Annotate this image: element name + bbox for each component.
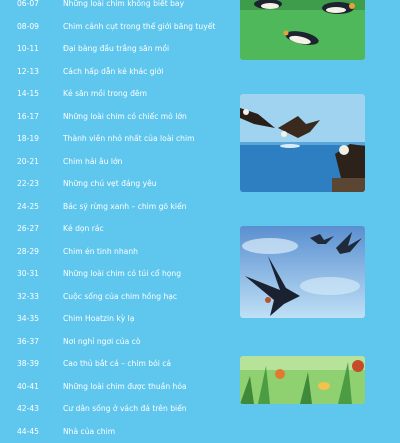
toc-page-range: 20-21 — [10, 151, 46, 174]
toc-page-range: 36-37 — [10, 331, 46, 354]
toc-entry[interactable] — [0, 263, 235, 286]
toc-page-range: 14-15 — [10, 83, 46, 106]
toc-entry[interactable] — [0, 331, 235, 354]
toc-entry-title: Những loài chim được thuần hóa — [63, 376, 187, 399]
toc-entry[interactable] — [0, 83, 235, 106]
toc-entry[interactable] — [0, 421, 235, 443]
toc-entry[interactable] — [0, 106, 235, 129]
toc-entry[interactable] — [0, 218, 235, 241]
toc-page-range: 28-29 — [10, 241, 46, 264]
toc-entry-title: Chim én tinh nhanh — [63, 241, 138, 264]
toc-page-range: 40-41 — [10, 376, 46, 399]
toc-page-range: 06-07 — [10, 0, 46, 16]
toc-page-range: 32-33 — [10, 286, 46, 309]
toc-entry[interactable] — [0, 151, 235, 174]
toc-entry[interactable] — [0, 308, 235, 331]
toc-page-range: 42-43 — [10, 398, 46, 421]
toc-page-range: 34-35 — [10, 308, 46, 331]
toc-page-range: 38-39 — [10, 353, 46, 376]
swallows-illustration-icon — [240, 226, 365, 318]
toc-entry-title: Bác sỹ rừng xanh – chim gõ kiến — [63, 196, 186, 219]
toc-entry-title: Chim cánh cụt trong thế giới băng tuyết — [63, 16, 215, 39]
toc-page-range: 26-27 — [10, 218, 46, 241]
toc-entry[interactable] — [0, 376, 235, 399]
toc-entry[interactable] — [0, 128, 235, 151]
toc-entry[interactable] — [0, 16, 235, 39]
toc-page-range: 44-45 — [10, 421, 46, 443]
toc-page-range: 12-13 — [10, 61, 46, 84]
toc-page-range: 16-17 — [10, 106, 46, 129]
toc-entry-title: Những loài chim không biết bay — [63, 0, 184, 16]
toc-entry-title: Chim hải âu lớn — [63, 151, 122, 174]
toc-entry-title: Những loài chim có túi cổ họng — [63, 263, 181, 286]
toc-entry[interactable] — [0, 398, 235, 421]
toc-entry-title: Đại bàng đầu trắng săn mồi — [63, 38, 169, 61]
toc-entry[interactable] — [0, 0, 235, 16]
toc-entry-title: Thành viên nhỏ nhất của loài chim — [63, 128, 195, 151]
toc-entry-title: Nhà của chim — [63, 421, 115, 443]
toc-page-range: 30-31 — [10, 263, 46, 286]
toc-entry-title: Cao thủ bắt cá – chim bói cá — [63, 353, 171, 376]
toc-entry[interactable] — [0, 38, 235, 61]
toc-page-range: 24-25 — [10, 196, 46, 219]
toc-entry[interactable] — [0, 61, 235, 84]
toc-entry-title: Cuộc sống của chim hồng hạc — [63, 286, 177, 309]
toc-entry-title: Nơi nghỉ ngơi của cò — [63, 331, 141, 354]
toc-entry-title: Cách hấp dẫn kẻ khác giới — [63, 61, 163, 84]
penguins-illustration-icon — [240, 0, 365, 60]
toc-entry-title: Cư dân sống ở vách đá trên biển — [63, 398, 187, 421]
toc-entry-title: Chim Hoatzin kỳ lạ — [63, 308, 134, 331]
toc-entry[interactable] — [0, 196, 235, 219]
toc-entry[interactable] — [0, 353, 235, 376]
toc-entry[interactable] — [0, 286, 235, 309]
toc-entry-title: Những loài chim có chiếc mỏ lớn — [63, 106, 187, 129]
toc-entry[interactable] — [0, 241, 235, 264]
toc-entry-title: Những chú vẹt đáng yêu — [63, 173, 157, 196]
toc-entry[interactable] — [0, 173, 235, 196]
eagle-fishing-illustration-icon — [240, 94, 365, 192]
birds-in-grass-illustration-icon — [240, 356, 365, 404]
toc-page-range: 22-23 — [10, 173, 46, 196]
toc-entry-title: Kẻ săn mồi trong đêm — [63, 83, 147, 106]
toc-page-range: 08-09 — [10, 16, 46, 39]
toc-entry-title: Kẻ dọn rác — [63, 218, 104, 241]
toc-page-range: 18-19 — [10, 128, 46, 151]
toc-page-range: 10-11 — [10, 38, 46, 61]
